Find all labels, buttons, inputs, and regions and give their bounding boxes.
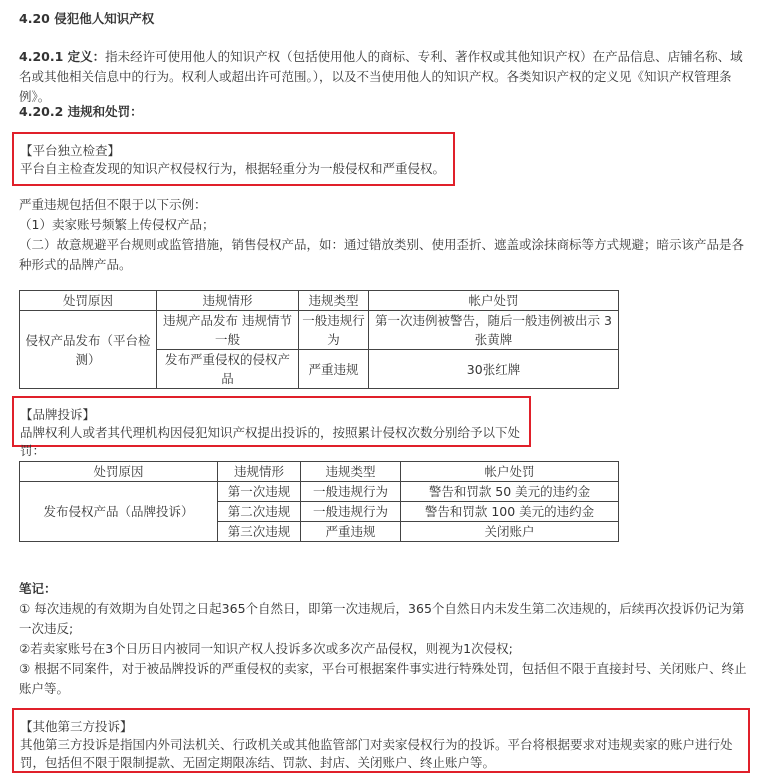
situation-cell: 第二次违规	[218, 502, 301, 522]
header-cell: 帐户处罚	[401, 462, 619, 482]
section-title: 4.20 侵犯他人知识产权	[19, 11, 155, 26]
header-cell: 违规类型	[301, 462, 401, 482]
third-party-text: 其他第三方投诉是指国内外司法机关、行政机关或其他监管部门对卖家侵权行为的投诉。平台将根据要求对违规卖家的账户进行处罚，包括但不限于限制提款、无固定期限冻结、罚款、封店、关闭账户、终止账户等。	[20, 737, 733, 770]
brand-complaint-highlight-box	[12, 396, 531, 458]
penalty-cell: 警告和罚款 100 美元的违约金	[401, 502, 619, 522]
brand-complaint-text: 品牌权利人或者其代理机构因侵犯知识产权提出投诉的，按照累计侵权次数分别给予以下处罚：	[20, 425, 521, 458]
note-item: ②若卖家账号在3个日历日内被同一知识产权人投诉多次或多次产品侵权，则视为1次侵权;	[19, 641, 513, 656]
type-cell: 一般违规行为	[301, 502, 401, 522]
type-cell: 严重违规	[299, 350, 369, 389]
header-cell: 处罚原因	[20, 462, 218, 482]
serious-example-item: （1）卖家账号频繁上传侵权产品；	[19, 217, 215, 232]
platform-check-heading: 【平台独立检查】	[20, 143, 121, 158]
situation-cell: 发布严重侵权的侵权产品	[157, 350, 299, 389]
table-row	[20, 311, 619, 350]
header-cell: 违规类型	[299, 291, 369, 311]
reason-cell: 侵权产品发布（平台检测）	[20, 311, 157, 389]
type-cell: 一般违规行为	[299, 311, 369, 350]
table-row	[20, 482, 619, 502]
situation-cell: 第三次违规	[218, 522, 301, 542]
penalty-cell: 第一次违例被警告，随后一般违例被出示 3 张黄牌	[369, 311, 619, 350]
note-item: ① 每次违规的有效期为自处罚之日起365个自然日，即第一次违规后，365个自然日内未发生第二次违规的，后续再次投诉仍记为第一次违反;	[19, 601, 745, 636]
header-cell: 违规情形	[218, 462, 301, 482]
brand-complaint-penalty-table	[19, 461, 619, 542]
header-cell: 帐户处罚	[369, 291, 619, 311]
notes-heading: 笔记：	[19, 581, 57, 596]
penalty-cell: 警告和罚款 50 美元的违约金	[401, 482, 619, 502]
table-header-row	[20, 291, 619, 311]
header-cell: 处罚原因	[20, 291, 157, 311]
situation-cell: 违规产品发布 违规情节一般	[157, 311, 299, 350]
platform-check-highlight-box	[12, 132, 455, 186]
definition-paragraph	[19, 47, 754, 107]
violations-heading: 4.20.2 违规和处罚：	[19, 104, 143, 119]
definition-label: 4.20.1 定义：	[19, 49, 106, 64]
third-party-highlight-box	[12, 708, 750, 773]
definition-text: 指未经许可使用他人的知识产权（包括使用他人的商标、专利、著作权或其他知识产权）在产品信息、店铺名称、域名或其他相关信息中的行为。权利人或超出许可范围。），以及不当使用他人的知识产权。各类知识产权的定义见《知识产权管理条例》。	[19, 49, 743, 104]
notes	[19, 579, 754, 699]
table-header-row	[20, 462, 619, 482]
header-cell: 违规情形	[157, 291, 299, 311]
penalty-cell: 30张红牌	[369, 350, 619, 389]
penalty-cell: 关闭账户	[401, 522, 619, 542]
serious-examples-intro: 严重违规包括但不限于以下示例：	[19, 197, 207, 212]
serious-examples	[19, 195, 754, 275]
platform-check-penalty-table	[19, 290, 619, 389]
third-party-heading: 【其他第三方投诉】	[20, 719, 133, 734]
reason-cell: 发布侵权产品（品牌投诉）	[20, 482, 218, 542]
situation-cell: 第一次违规	[218, 482, 301, 502]
type-cell: 一般违规行为	[301, 482, 401, 502]
platform-check-text: 平台自主检查发现的知识产权侵权行为，根据轻重分为一般侵权和严重侵权。	[20, 161, 446, 176]
note-item: ③ 根据不同案件，对于被品牌投诉的严重侵权的卖家，平台可根据案件事实进行特殊处罚，包括但不限于直接封号、关闭账户、终止账户等。	[19, 661, 747, 696]
type-cell: 严重违规	[301, 522, 401, 542]
serious-example-item: （二）故意规避平台规则或监管措施，销售侵权产品，如：通过错放类别、使用歪折、遮盖或涂抹商标等方式规避；暗示该产品是各种形式的品牌产品。	[19, 237, 745, 272]
brand-complaint-heading: 【品牌投诉】	[20, 407, 96, 422]
